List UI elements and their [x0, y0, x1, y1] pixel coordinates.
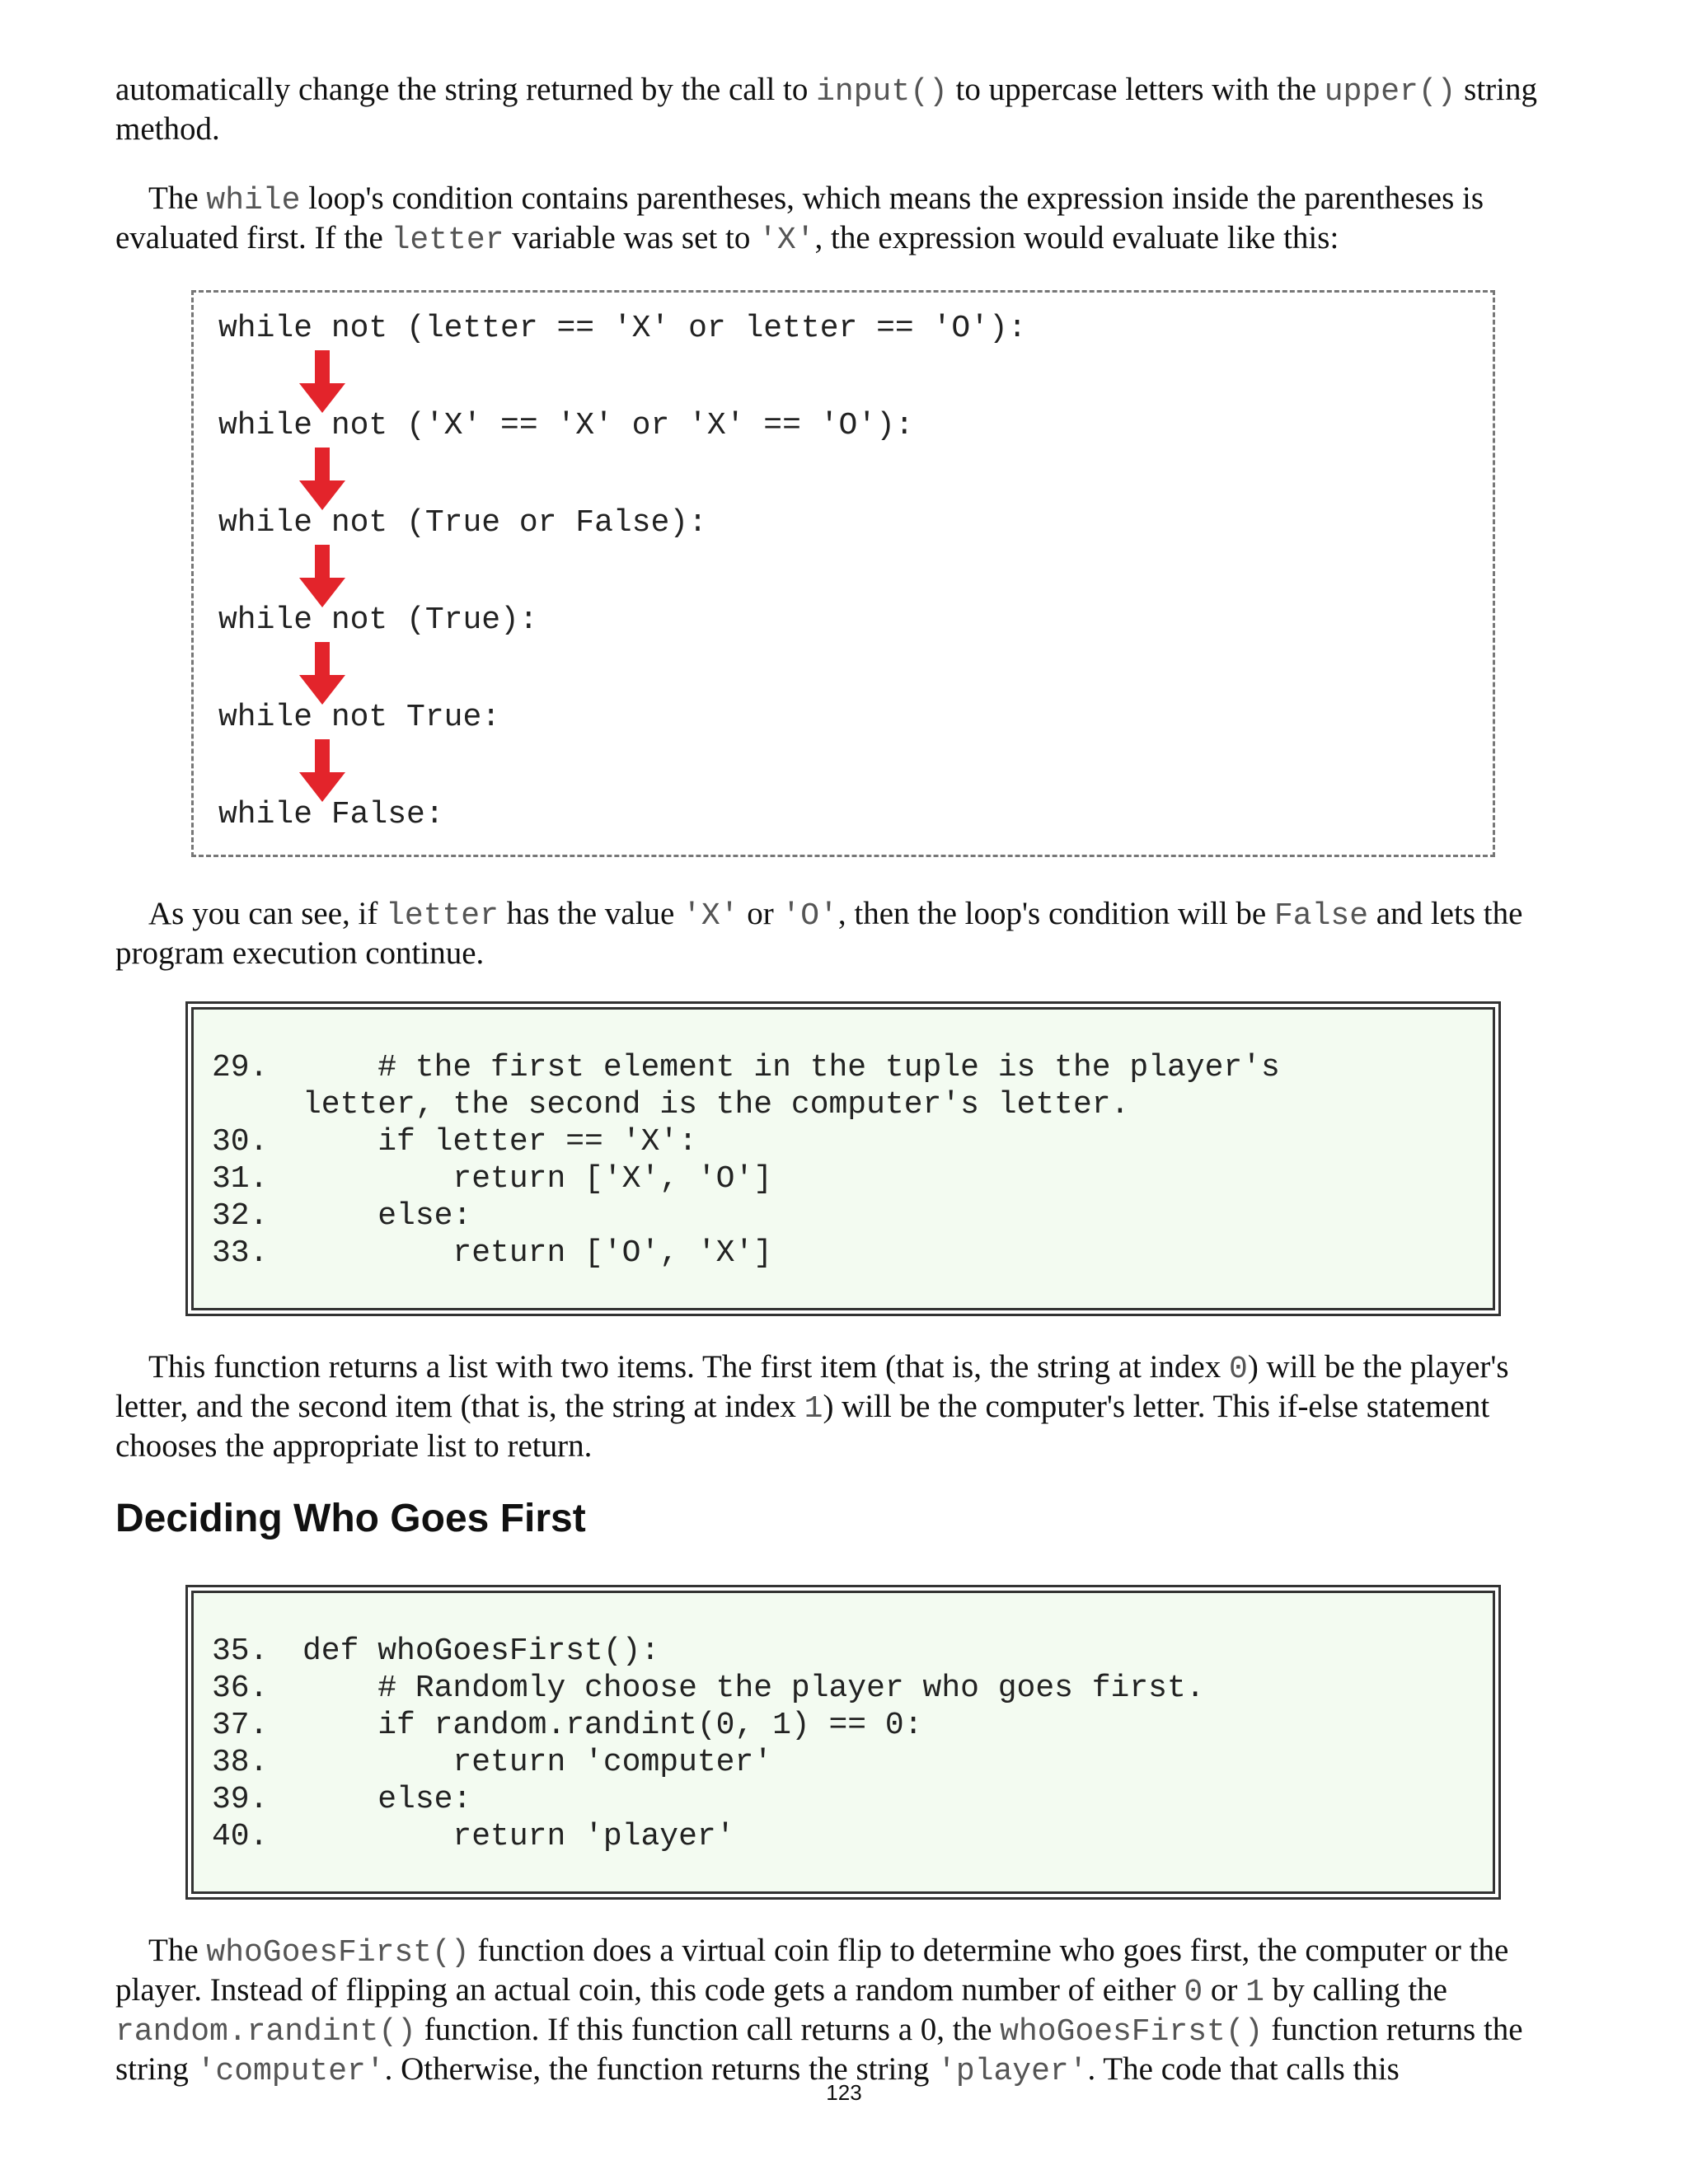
code-line: 40. return 'player' [212, 1819, 735, 1854]
code-line: 29. # the first element in the tuple is the player's [212, 1050, 1280, 1085]
section-heading: Deciding Who Goes First [115, 1497, 586, 1540]
flow-line-4: while not (True): [218, 602, 538, 638]
code-line: letter, the second is the computer's letter. [302, 1087, 1130, 1122]
code-listing-2 [191, 1591, 1495, 1894]
code-line: 30. if letter == 'X': [212, 1124, 697, 1160]
code-upper: upper() [1324, 74, 1456, 110]
code-line: 39. else: [212, 1782, 472, 1817]
flow-line-6: while False: [218, 797, 444, 832]
code-line: 36. # Randomly choose the player who goes first. [212, 1671, 1205, 1706]
code-line: 37. if random.randint(0, 1) == 0: [212, 1708, 923, 1743]
paragraph-5: The whoGoesFirst() function does a virtual coin flip to determine who goes first, the computer or the player. Instead of flipping an actual coin, this code gets a random number of either 0 or 1 by calling the random.randint() function. If this function call returns a 0, the whoGoesFirst() function returns the string 'computer'. Otherwise, the function returns the string 'player'. The code that calls this [115, 1933, 1523, 2089]
flow-line-5: while not True: [218, 700, 501, 735]
paragraph-2: The while loop's condition contains parentheses, which means the expression inside the parentheses is evaluated first. If the letter variable was set to 'X', the expression would evaluate like this: [115, 180, 1484, 258]
paragraph-3: As you can see, if letter has the value 'X' or 'O', then the loop's condition will be False and lets the program execution continue. [115, 896, 1523, 971]
down-arrow-icon [299, 545, 345, 607]
down-arrow-icon [299, 448, 345, 510]
flow-line-1: while not (letter == 'X' or letter == 'O'): [218, 311, 1027, 346]
down-arrow-icon [299, 642, 345, 705]
paragraph-4: This function returns a list with two items. The first item (that is, the string at index 0) will be the player's letter, and the second item (that is, the string at index 1) will be the computer's letter. This if-else statement chooses the appropriate list to return. [115, 1349, 1509, 1464]
evaluation-diagram [191, 290, 1495, 857]
page-number: 123 [826, 2080, 862, 2105]
down-arrow-icon [299, 739, 345, 802]
code-line: 32. else: [212, 1198, 472, 1234]
code-line: 35. def whoGoesFirst(): [212, 1633, 660, 1669]
code-listing-1 [191, 1007, 1495, 1310]
code-line: 31. return ['X', 'O'] [212, 1161, 773, 1197]
code-line: 38. return 'computer' [212, 1745, 773, 1780]
flow-line-2: while not ('X' == 'X' or 'X' == 'O'): [218, 408, 914, 443]
code-input: input() [816, 74, 948, 110]
paragraph-1: automatically change the string returned by the call to input() to uppercase letters with the upper() string method. [115, 72, 1538, 147]
code-line: 33. return ['O', 'X'] [212, 1235, 773, 1271]
flow-line-3: while not (True or False): [218, 505, 707, 541]
down-arrow-icon [299, 350, 345, 413]
